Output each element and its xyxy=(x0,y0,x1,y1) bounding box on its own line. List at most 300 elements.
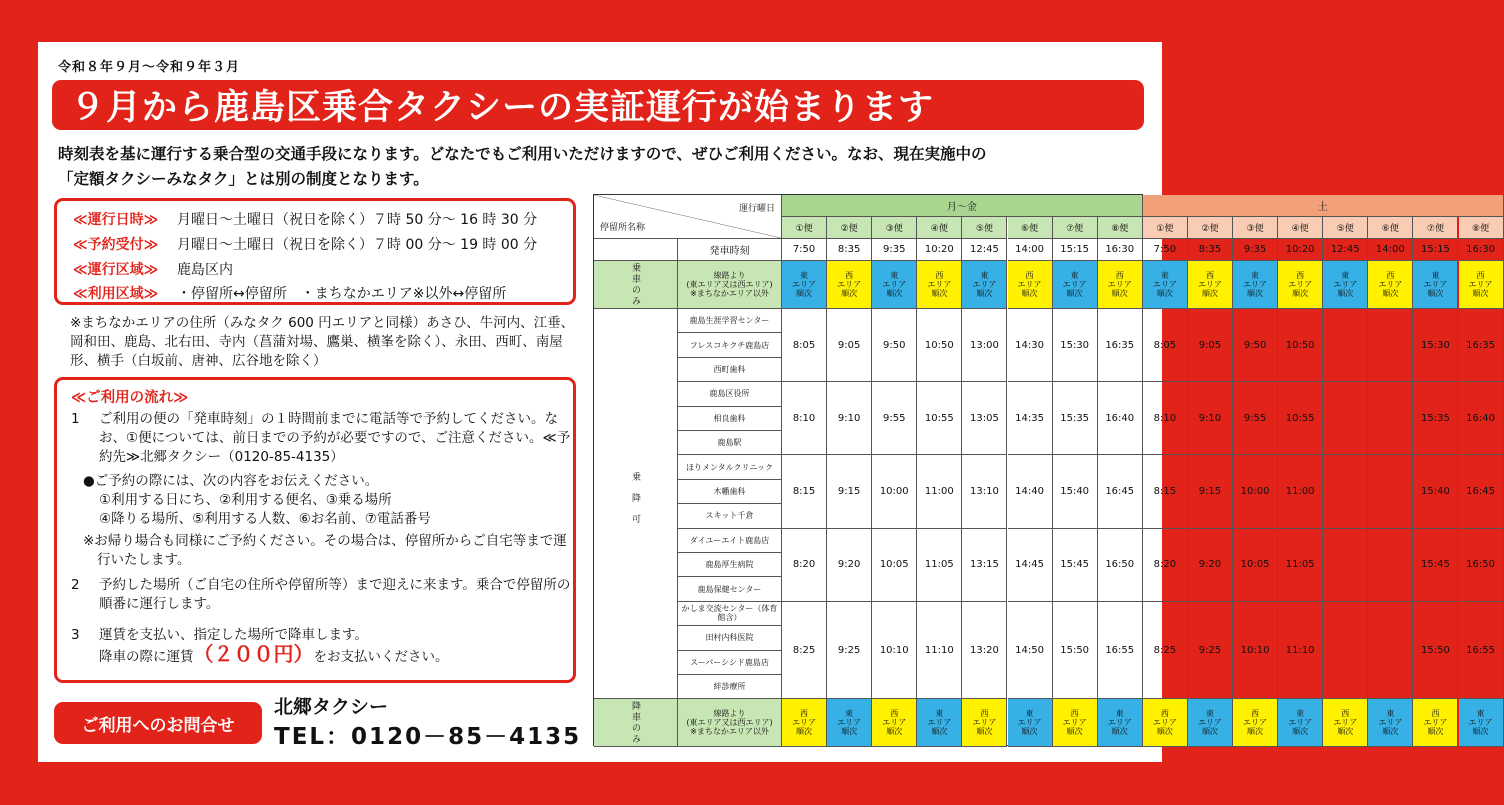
area-order: 順次 xyxy=(1382,289,1399,298)
area-order: 順次 xyxy=(976,289,993,298)
area-order: 順次 xyxy=(841,289,858,298)
bus-number: ⑤便 xyxy=(1323,217,1368,239)
stop-time: 10:55 xyxy=(917,382,962,455)
area-cell xyxy=(1459,261,1504,309)
area-word: エリア xyxy=(792,280,817,289)
boarding-label xyxy=(594,261,678,309)
area-word: エリア xyxy=(972,280,997,289)
area-word: エリア xyxy=(882,718,907,728)
route-text: ※まちなかエリア以外 xyxy=(690,289,769,298)
stop-time: 8:05 xyxy=(1143,309,1188,382)
bus-number: ③便 xyxy=(872,217,917,239)
departure-time: 16:30 xyxy=(1459,239,1504,261)
stop-time: 15:45 xyxy=(1413,529,1458,602)
departure-time: 7:50 xyxy=(1143,239,1188,261)
usage-flow-box xyxy=(54,377,576,683)
area-direction: 東 xyxy=(1205,709,1214,719)
stop-time: 10:05 xyxy=(1233,529,1278,602)
stop-time: 15:35 xyxy=(1053,382,1098,455)
area-word: エリア xyxy=(1152,280,1177,289)
area-order: 順次 xyxy=(796,727,813,737)
flyer-sheet xyxy=(38,42,1495,762)
area-direction: 西 xyxy=(1341,709,1350,719)
area-direction: 西 xyxy=(1115,271,1124,280)
fare-suffix: をお支払いください。 xyxy=(313,649,449,665)
area-direction: 東 xyxy=(935,709,944,719)
stop-time: 9:10 xyxy=(1188,382,1233,455)
stop-time: 9:25 xyxy=(1188,602,1233,700)
area-order: 順次 xyxy=(1021,289,1038,298)
stop-time: 9:55 xyxy=(872,382,917,455)
bus-number: ⑧便 xyxy=(1098,217,1143,239)
board-alight-label xyxy=(594,309,678,699)
area-order: 順次 xyxy=(1156,727,1173,737)
info-label: ≪利用区域≫ xyxy=(73,286,159,302)
stop-name: 西町歯科 xyxy=(678,358,782,382)
area-cell xyxy=(1188,699,1233,747)
stop-time: 10:10 xyxy=(1233,602,1278,700)
departure-time: 15:15 xyxy=(1053,239,1098,261)
step-number: 3 xyxy=(71,627,80,643)
departure-time: 9:35 xyxy=(1233,239,1278,261)
area-direction: 東 xyxy=(890,271,899,280)
stop-time: 13:10 xyxy=(962,455,1007,528)
stop-time: 13:05 xyxy=(962,382,1007,455)
company-name: 北郷タクシー xyxy=(274,696,389,718)
area-word: エリア xyxy=(1197,718,1222,728)
bus-number: ①便 xyxy=(782,217,827,239)
departure-time: 12:45 xyxy=(1323,239,1368,261)
area-order: 順次 xyxy=(1156,289,1173,298)
area-cell xyxy=(917,261,962,309)
area-word: エリア xyxy=(1423,280,1448,289)
area-word: エリア xyxy=(837,718,862,728)
fare-line xyxy=(99,642,571,667)
phone-number[interactable]: TEL：0120－85－4135 xyxy=(274,724,582,750)
area-direction: 西 xyxy=(1296,271,1305,280)
area-order: 順次 xyxy=(1337,727,1354,737)
stop-time xyxy=(1323,529,1368,602)
info-value: 月曜日～土曜日（祝日を除く）７時 50 分～ 16 時 30 分 xyxy=(177,212,538,228)
area-cell xyxy=(1053,699,1098,747)
stop-time: 10:10 xyxy=(872,602,917,700)
area-order: 順次 xyxy=(1201,289,1218,298)
area-word: エリア xyxy=(1197,280,1222,289)
area-word: エリア xyxy=(792,718,817,728)
area-order: 順次 xyxy=(1247,727,1264,737)
area-word: エリア xyxy=(1378,718,1403,728)
board-alight-text: 乗降可 xyxy=(630,472,640,536)
area-cell xyxy=(1098,261,1143,309)
stop-time: 11:10 xyxy=(1278,602,1323,700)
area-direction: 西 xyxy=(935,271,944,280)
area-cell xyxy=(1143,699,1188,747)
departure-time: 10:20 xyxy=(1278,239,1323,261)
stop-time: 8:15 xyxy=(1143,455,1188,528)
area-word: エリア xyxy=(1062,718,1087,728)
area-order: 順次 xyxy=(1472,727,1489,737)
stop-time: 9:50 xyxy=(872,309,917,382)
area-word: エリア xyxy=(1152,718,1177,728)
area-order: 順次 xyxy=(1066,727,1083,737)
departure-time: 9:35 xyxy=(872,239,917,261)
bus-number: ⑧便 xyxy=(1459,217,1504,239)
area-cell xyxy=(1413,699,1458,747)
stop-time xyxy=(1368,382,1413,455)
bullet-heading: ●ご予約の際には、次の内容をお伝えください。 xyxy=(83,473,379,489)
stop-name: 田村内科医院 xyxy=(678,626,782,650)
stop-time: 9:05 xyxy=(827,309,872,382)
area-direction: 東 xyxy=(1160,271,1169,280)
area-direction: 西 xyxy=(1205,271,1214,280)
area-order: 順次 xyxy=(886,289,903,298)
area-order: 順次 xyxy=(1201,727,1218,737)
stop-time xyxy=(1323,309,1368,382)
stop-time: 9:20 xyxy=(1188,529,1233,602)
timetable xyxy=(593,194,1495,746)
departure-label: 発車時刻 xyxy=(678,239,782,261)
stop-name: 鹿島厚生病院 xyxy=(678,553,782,577)
area-order: 順次 xyxy=(1427,289,1444,298)
area-direction: 西 xyxy=(1070,709,1079,719)
area-direction: 東 xyxy=(980,271,989,280)
stop-time: 16:55 xyxy=(1459,602,1504,700)
bus-number: ⑥便 xyxy=(1368,217,1413,239)
area-cell xyxy=(1368,699,1413,747)
flow-return-note: ※お帰り場合も同様にご予約ください。その場合は、停留所からご自宅等まで運行いたします。 xyxy=(83,533,567,568)
stop-time: 16:35 xyxy=(1459,309,1504,382)
area-cell xyxy=(872,699,917,747)
area-order: 順次 xyxy=(796,289,813,298)
intro-text xyxy=(58,142,1148,192)
area-direction: 東 xyxy=(1251,271,1260,280)
stop-time: 15:30 xyxy=(1053,309,1098,382)
area-direction: 東 xyxy=(1386,709,1395,719)
bus-number: ④便 xyxy=(917,217,962,239)
route-text: (東エリア又は西エリア) xyxy=(686,280,773,289)
stop-time: 14:40 xyxy=(1008,455,1053,528)
area-word: エリア xyxy=(1423,718,1448,728)
area-cell xyxy=(827,699,872,747)
bus-number: ⑦便 xyxy=(1053,217,1098,239)
stop-time: 9:25 xyxy=(827,602,872,700)
area-word: エリア xyxy=(1107,280,1132,289)
stop-time: 15:30 xyxy=(1413,309,1458,382)
area-cell xyxy=(1008,261,1053,309)
area-order: 順次 xyxy=(1292,727,1309,737)
stop-time: 16:40 xyxy=(1098,382,1143,455)
area-order: 順次 xyxy=(886,727,903,737)
info-label: ≪運行日時≫ xyxy=(73,212,159,228)
stop-name: スキット千倉 xyxy=(678,504,782,528)
area-word: エリア xyxy=(927,280,952,289)
area-order: 順次 xyxy=(1337,289,1354,298)
alighting-label xyxy=(594,699,678,747)
area-word: エリア xyxy=(882,280,907,289)
info-usage-area xyxy=(73,283,506,303)
step-text: ご利用の便の「発車時刻」の１時間前までに電話等で予約してください。なお、①便については、前日までの予約が必要ですので、ご注意ください。≪予約先≫北郷タクシー（0120-85-4135） xyxy=(99,411,571,465)
route-text: ※まちなかエリア以外 xyxy=(690,727,769,737)
saturday-header: 土 xyxy=(1143,195,1504,217)
stop-name: 鹿島区役所 xyxy=(678,382,782,406)
route-text: (東エリア又は西エリア) xyxy=(686,718,773,728)
area-cell xyxy=(782,261,827,309)
table-header-corner xyxy=(594,195,782,239)
area-order: 順次 xyxy=(976,727,993,737)
bus-number: ①便 xyxy=(1143,217,1188,239)
stop-time: 16:45 xyxy=(1459,455,1504,528)
area-word: エリア xyxy=(1378,280,1403,289)
contact-button: ご利用へのお問合せ xyxy=(54,702,262,744)
area-direction: 東 xyxy=(1070,271,1079,280)
fare-prefix: 降車の際に運賃 xyxy=(99,649,194,665)
stop-name: 鹿島生涯学習センター xyxy=(678,309,782,333)
stop-time: 8:20 xyxy=(782,529,827,602)
area-cell xyxy=(1459,699,1504,747)
area-order: 順次 xyxy=(841,727,858,737)
area-direction: 東 xyxy=(1025,709,1034,719)
area-word: エリア xyxy=(1243,280,1268,289)
route-text: 線路より xyxy=(713,271,746,280)
area-order: 順次 xyxy=(1427,727,1444,737)
stop-time: 15:50 xyxy=(1053,602,1098,700)
area-cell xyxy=(1143,261,1188,309)
bus-number: ⑥便 xyxy=(1008,217,1053,239)
stop-time: 10:05 xyxy=(872,529,917,602)
stop-time: 16:45 xyxy=(1098,455,1143,528)
stop-time: 9:05 xyxy=(1188,309,1233,382)
area-direction: 西 xyxy=(1251,709,1260,719)
area-order: 順次 xyxy=(1472,289,1489,298)
fare-amount: （２００円） xyxy=(193,642,314,666)
stop-time: 14:45 xyxy=(1008,529,1053,602)
bus-number: ⑦便 xyxy=(1413,217,1458,239)
service-info-box xyxy=(54,198,576,305)
area-direction: 西 xyxy=(1025,271,1034,280)
area-order: 順次 xyxy=(1021,727,1038,737)
service-period: 令和８年９月～令和９年３月 xyxy=(58,60,241,75)
area-order: 順次 xyxy=(1247,289,1264,298)
area-order: 順次 xyxy=(1111,289,1128,298)
area-word: エリア xyxy=(1468,280,1493,289)
departure-time: 14:00 xyxy=(1368,239,1413,261)
departure-time: 12:45 xyxy=(962,239,1007,261)
area-cell xyxy=(1368,261,1413,309)
stop-time xyxy=(1323,455,1368,528)
stop-name: かしま交流センター（体育館含） xyxy=(678,602,782,626)
area-cell xyxy=(1008,699,1053,747)
stop-time: 8:20 xyxy=(1143,529,1188,602)
stop-time xyxy=(1323,602,1368,700)
flow-step-3 xyxy=(71,626,571,667)
area-direction: 西 xyxy=(1160,709,1169,719)
stop-name: 相良歯科 xyxy=(678,407,782,431)
info-value: 月曜日～土曜日（祝日を除く）７時 00 分～ 19 時 00 分 xyxy=(177,237,538,253)
area-cell xyxy=(1413,261,1458,309)
info-service-area xyxy=(73,259,233,279)
area-word: エリア xyxy=(1333,280,1358,289)
stop-time xyxy=(1368,455,1413,528)
area-cell xyxy=(917,699,962,747)
flow-title: ≪ご利用の流れ≫ xyxy=(71,390,189,406)
area-word: エリア xyxy=(1017,718,1042,728)
stop-time: 9:55 xyxy=(1233,382,1278,455)
stop-name: 鹿島保健センター xyxy=(678,577,782,601)
boarding-route xyxy=(678,261,782,309)
header-stop-label: 停留所名称 xyxy=(600,222,646,233)
area-word: エリア xyxy=(1468,718,1493,728)
route-direction-label: 乗車のみ xyxy=(630,262,640,307)
header-days-label: 運行曜日 xyxy=(738,203,775,214)
stop-name: 木幡歯科 xyxy=(678,480,782,504)
area-cell xyxy=(1233,261,1278,309)
area-direction: 東 xyxy=(1476,709,1485,719)
area-word: エリア xyxy=(1017,280,1042,289)
stop-time: 9:15 xyxy=(827,455,872,528)
area-word: エリア xyxy=(972,718,997,728)
page-title: ９月から鹿島区乗合タクシーの実証運行が始まります xyxy=(52,80,1144,130)
stop-time: 10:50 xyxy=(1278,309,1323,382)
stop-time: 9:10 xyxy=(827,382,872,455)
stop-time: 10:50 xyxy=(917,309,962,382)
intro-line-2: 「定額タクシーみなタク」とは別の制度となります。 xyxy=(58,170,429,188)
area-direction: 西 xyxy=(1386,271,1395,280)
departure-time: 15:15 xyxy=(1413,239,1458,261)
departure-time: 10:20 xyxy=(917,239,962,261)
stop-time: 9:20 xyxy=(827,529,872,602)
stop-time: 15:35 xyxy=(1413,382,1458,455)
stop-time xyxy=(1368,602,1413,700)
area-direction: 東 xyxy=(1115,709,1124,719)
info-value: 鹿島区内 xyxy=(177,262,233,278)
area-cell xyxy=(872,261,917,309)
stop-time xyxy=(1368,309,1413,382)
area-cell xyxy=(1188,261,1233,309)
bullet-line: ①利用する日にち、②利用する便名、③乗る場所 xyxy=(99,492,392,508)
area-direction: 東 xyxy=(845,709,854,719)
area-cell xyxy=(1278,699,1323,747)
stop-time: 11:05 xyxy=(1278,529,1323,602)
area-order: 順次 xyxy=(1292,289,1309,298)
departure-time: 16:30 xyxy=(1098,239,1143,261)
stop-time: 11:00 xyxy=(1278,455,1323,528)
area-word: エリア xyxy=(1243,718,1268,728)
step-text: 運賃を支払い、指定した場所で降車します。 xyxy=(99,627,368,643)
stop-name: 絆診療所 xyxy=(678,675,782,699)
bus-number: ③便 xyxy=(1233,217,1278,239)
area-order: 順次 xyxy=(1111,727,1128,737)
area-cell xyxy=(962,261,1007,309)
stop-time: 13:15 xyxy=(962,529,1007,602)
flow-step-1 xyxy=(71,410,571,467)
area-cell xyxy=(782,699,827,747)
stop-time: 14:50 xyxy=(1008,602,1053,700)
weekday-header: 月～金 xyxy=(782,195,1143,217)
stop-name: フレスコキクチ鹿島店 xyxy=(678,333,782,357)
intro-line-1: 時刻表を基に運行する乗合型の交通手段になります。どなたでもご利用いただけますので、ぜひご利用ください。なお、現在実施中の xyxy=(58,145,987,163)
info-operating-hours xyxy=(73,209,537,229)
stop-time: 14:35 xyxy=(1008,382,1053,455)
area-order: 順次 xyxy=(1382,727,1399,737)
route-direction-label: 降車のみ xyxy=(630,700,640,745)
area-word: エリア xyxy=(1288,280,1313,289)
area-direction: 東 xyxy=(1431,271,1440,280)
area-cell xyxy=(827,261,872,309)
stop-time: 10:00 xyxy=(872,455,917,528)
bus-number: ④便 xyxy=(1278,217,1323,239)
info-reservation-hours xyxy=(73,234,537,254)
area-direction: 西 xyxy=(800,709,809,719)
area-word: エリア xyxy=(1333,718,1358,728)
area-direction: 西 xyxy=(1431,709,1440,719)
stop-time: 14:30 xyxy=(1008,309,1053,382)
stop-time: 15:40 xyxy=(1413,455,1458,528)
stop-time: 15:50 xyxy=(1413,602,1458,700)
info-label: ≪予約受付≫ xyxy=(73,237,159,253)
stop-time: 9:50 xyxy=(1233,309,1278,382)
alighting-route xyxy=(678,699,782,747)
departure-time: 8:35 xyxy=(1188,239,1233,261)
area-cell xyxy=(1278,261,1323,309)
bus-number: ⑤便 xyxy=(962,217,1007,239)
area-cell xyxy=(962,699,1007,747)
stop-name: スーパーシシド鹿島店 xyxy=(678,651,782,675)
stop-time: 8:10 xyxy=(1143,382,1188,455)
stop-time: 11:10 xyxy=(917,602,962,700)
area-direction: 東 xyxy=(1341,271,1350,280)
stop-time: 10:55 xyxy=(1278,382,1323,455)
stop-time: 15:45 xyxy=(1053,529,1098,602)
stop-time: 8:25 xyxy=(1143,602,1188,700)
area-direction: 西 xyxy=(980,709,989,719)
blank-cell xyxy=(594,239,678,261)
stop-time: 9:15 xyxy=(1188,455,1233,528)
area-note: ※まちなかエリアの住所（みなタク 600 円エリアと同様）あさひ、牛河内、江垂、岡和田、鹿島、北右田、寺内（菖蒲対場、鷹巣、横峯を除く）、永田、西町、南屋形、横手（白坂前、唐神、広谷地を除く） xyxy=(70,315,575,369)
bullet-line: ④降りる場所、⑤利用する人数、⑥お名前、⑦電話番号 xyxy=(99,511,431,527)
area-direction: 東 xyxy=(800,271,809,280)
area-direction: 西 xyxy=(1476,271,1485,280)
area-word: エリア xyxy=(837,280,862,289)
stop-time: 16:50 xyxy=(1459,529,1504,602)
departure-time: 14:00 xyxy=(1008,239,1053,261)
stop-time: 10:00 xyxy=(1233,455,1278,528)
step-text: 予約した場所（ご自宅の住所や停留所等）まで迎えに来ます。乗合で停留所の順番に運行します。 xyxy=(99,577,571,612)
area-word: エリア xyxy=(1288,718,1313,728)
stop-time xyxy=(1368,529,1413,602)
area-cell xyxy=(1098,699,1143,747)
area-word: エリア xyxy=(1107,718,1132,728)
departure-time: 8:35 xyxy=(827,239,872,261)
stop-time: 16:55 xyxy=(1098,602,1143,700)
flow-step-1-items xyxy=(83,472,573,529)
departure-time: 7:50 xyxy=(782,239,827,261)
stop-name: ダイユーエイト鹿島店 xyxy=(678,529,782,553)
info-value: ・停留所↔停留所 ・まちなかエリア※以外↔停留所 xyxy=(177,286,507,302)
area-direction: 西 xyxy=(845,271,854,280)
area-direction: 西 xyxy=(890,709,899,719)
area-cell xyxy=(1233,699,1278,747)
area-direction: 東 xyxy=(1296,709,1305,719)
stop-name: 鹿島駅 xyxy=(678,431,782,455)
info-label: ≪運行区域≫ xyxy=(73,262,159,278)
stop-time: 8:10 xyxy=(782,382,827,455)
area-cell xyxy=(1323,699,1368,747)
area-word: エリア xyxy=(1062,280,1087,289)
stop-time: 11:05 xyxy=(917,529,962,602)
bus-number: ②便 xyxy=(827,217,872,239)
stop-time: 16:35 xyxy=(1098,309,1143,382)
stop-time: 8:25 xyxy=(782,602,827,700)
